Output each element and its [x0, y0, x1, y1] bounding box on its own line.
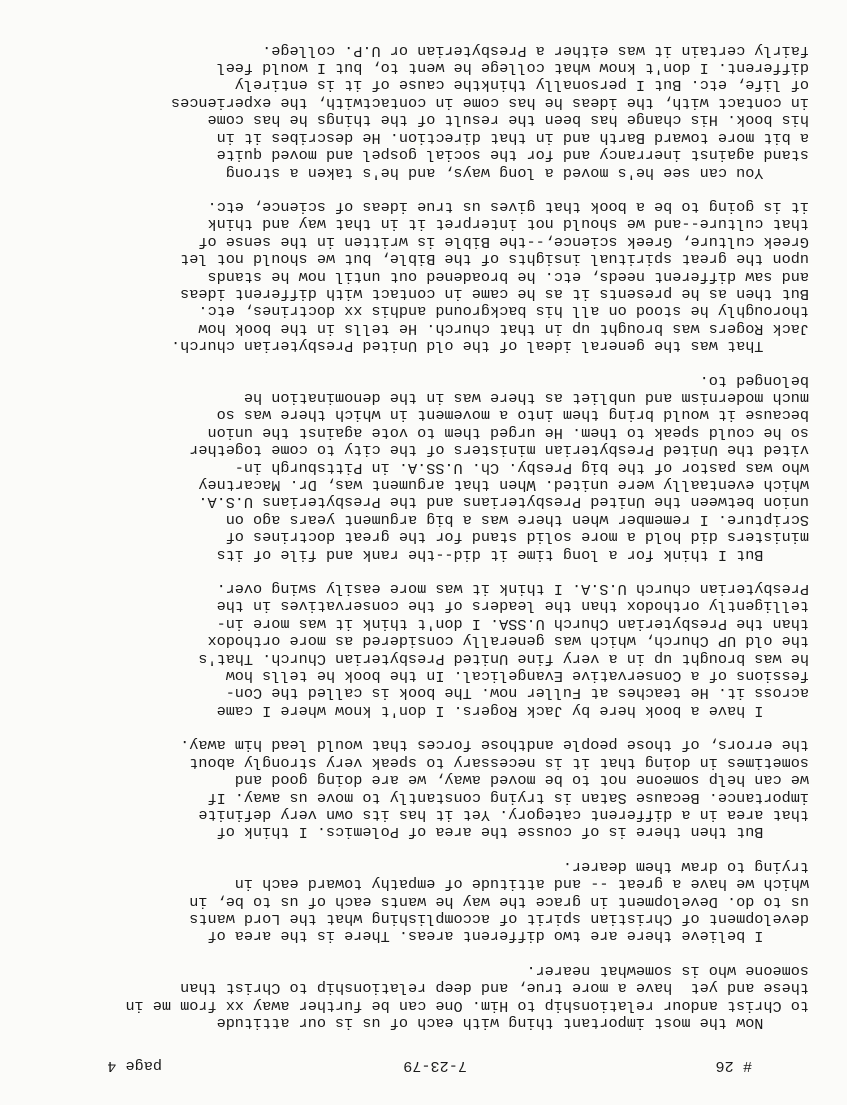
text-line: sometimes in doing that it is necessary to speak very strongly about: [189, 753, 809, 772]
paragraph: [19, 736, 809, 840]
text-line: ministers did hold a more solid stand for the great doctrines of: [225, 528, 809, 547]
text-line: because it would bring them into a movement in which there was so: [216, 406, 809, 425]
transcript-date: 7-23-79: [403, 1057, 467, 1075]
text-line: But I think for a long time it did--the rank and file of its: [216, 545, 809, 564]
paragraph: [19, 580, 809, 719]
text-line: and saw different needs, etc. he broadened out until now he stands: [207, 267, 809, 286]
text-line: I have a book here by Jack Rogers. I don't know where I came: [216, 701, 809, 720]
text-line: thoroughly he stood on all his background andhis xx doctrines, etc.: [198, 302, 809, 321]
text-line: Jack Rogers was brought up in that church. He tells in the book how: [198, 319, 809, 338]
page-number: page 4: [107, 1057, 162, 1075]
text-line: to Christ andour relationship to Him. One can be further away xx from me in: [125, 996, 809, 1015]
text-line: who was pastor of the big Presby. Ch. U.SS.A. in Pittsburgh in-: [234, 458, 809, 477]
text-line: That was the general ideal of the old United Presbyterian church.: [171, 337, 809, 356]
text-line: importance. Because Satan is trying constantly to move us away. If: [207, 788, 809, 807]
text-line: telligently orthodox than the leaders of the conservatives in the: [216, 597, 809, 616]
text-line: which we have a great -- and attitude of empathy toward each in: [234, 875, 809, 894]
paragraph: [19, 198, 809, 355]
text-line: upon the great spiritual insights of the Bible, but we should not let: [180, 250, 809, 269]
text-line: someone who is somewhat nearer.: [526, 961, 809, 980]
text-line: it is going to be a book that gives us true ideas of science, etc.: [207, 197, 809, 216]
text-line: so he could speak to them. He urged them to vote against the union: [207, 423, 809, 442]
text-line: Greek culture, Greek science,--the Bible is written in the sense of: [198, 232, 809, 251]
document-body: [19, 24, 809, 1031]
text-line: Scripture. I remember when there was a big argument years ago on: [225, 510, 809, 529]
text-line: a bit more toward Barth and in that direction. He describes it in: [216, 128, 809, 147]
paragraph: [19, 857, 809, 944]
text-line: You can see he's moved a long ways, and he's taken a strong: [225, 163, 809, 182]
text-line: across it. He teaches at Fuller now. The book is called the Con-: [225, 684, 809, 703]
text-line: in contact with, the ideas he has come in contactwith, the experiences: [171, 93, 809, 112]
text-line: fairly certain it was either a Presbyterian or U.P. college.: [262, 41, 809, 60]
text-line: that area in a different category. Yet it has its own very definite: [198, 805, 809, 824]
text-line: of life, etc. But I personally thinkthe cause of it is entirely: [234, 76, 809, 95]
transcript-number: # 26: [715, 1057, 752, 1075]
text-line: Presbyterian church U.S.A. I think it was more easily swing over.: [216, 580, 809, 599]
text-line: the errors, of those people andthose forces that would lead him away.: [180, 736, 809, 755]
text-line: these and yet have a more true, and deep relationship to Christ than: [180, 979, 809, 998]
text-line: But then there is of cousse the area of Polemics. I think of: [216, 823, 809, 842]
text-line: development of Christian spirit of accomplishing what the Lord wants: [189, 909, 809, 928]
text-line: stand against inerrancy and for the social gospel and moved quite: [216, 146, 809, 165]
text-line: fessions of a Conservative Evangelical. In the book he tells how: [225, 667, 809, 686]
text-line: he was brought up in a very fine United Presbyterian Church. That's: [198, 649, 809, 668]
text-line: that culture--and we should not interpret it in that way and think: [207, 215, 809, 234]
text-line: than the Presbyterian Church U.SSA. I don't think it was more in-: [216, 614, 809, 633]
text-line: which eventaally were united. When that argument was, Dr. Macartney: [198, 476, 809, 495]
paragraph: [19, 961, 809, 1031]
text-line: I believe there are two different areas. There is the area of: [207, 927, 809, 946]
text-line: the old UP Church, which was generally considered as more orthodox: [207, 632, 809, 651]
text-line: much modernism and unbliet as there was in the denomination he: [243, 389, 809, 407]
text-line: we can help someone not to be moved away, we are doing good and: [234, 771, 809, 790]
text-line: But then as he presents it as he came in contact with different ideas: [180, 284, 809, 303]
paragraph: [19, 371, 809, 562]
text-line: different. I don't know what college he went to, but I would feel: [216, 59, 809, 78]
paragraph: [19, 41, 809, 180]
text-line: union between the United Presbyterians and the Presbyterians U.S.A.: [198, 493, 809, 512]
text-line: belonged to.: [699, 371, 809, 390]
text-line: Now the most important thing with each of us is our attitude: [216, 1014, 809, 1032]
text-line: us to do. Development in grace the way he wants each of us to be, in: [189, 892, 809, 911]
text-line: trying to draw them dearer.: [562, 857, 809, 876]
text-line: vited the United Presbyterian ministers of the city to come together: [189, 441, 809, 460]
text-line: his book. His change has been the result of the things he has come: [207, 111, 809, 130]
